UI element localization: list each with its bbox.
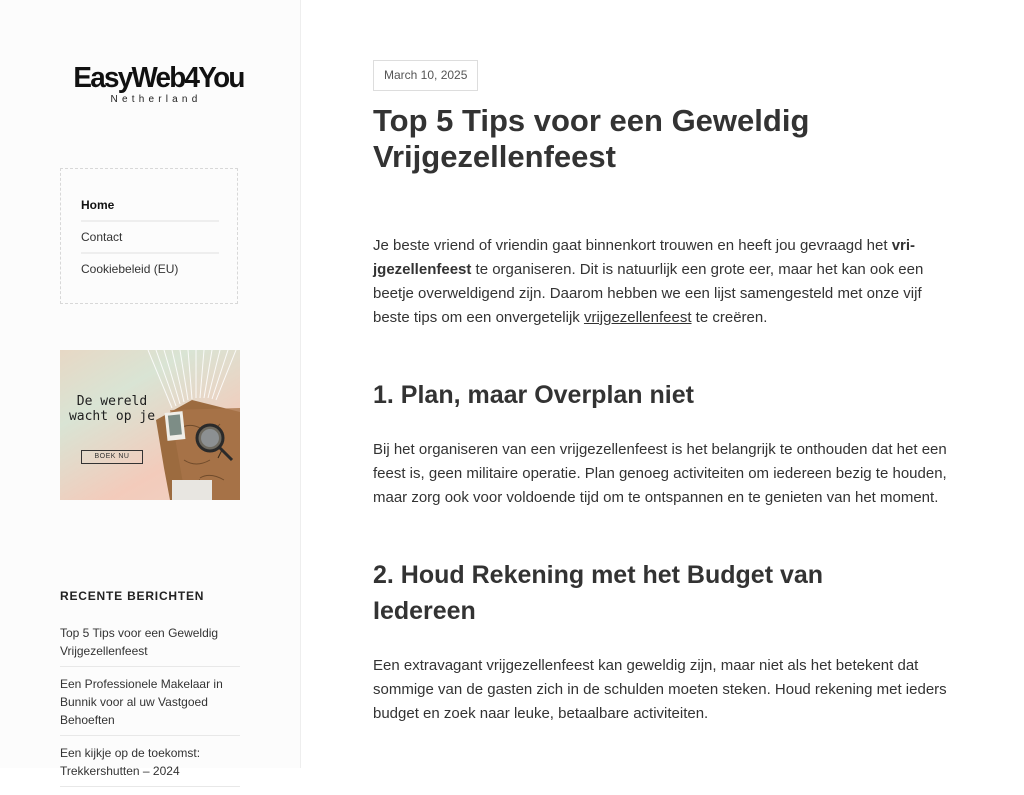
- section-body-2: Een extravagant vrijgezellenfeest kan geweldig zijn, maar niet als het betekent dat sommige van de gasten zich in de schulden moeten steken. Houd rekening met ieders budget en zoek naar leuke, betaalbare activiteiten.: [373, 657, 947, 722]
- recent-post-link[interactable]: Top 5 Tips voor een Geweldig Vrijgezellenfeest: [60, 624, 240, 667]
- vrijgezellenfeest-link[interactable]: vrijgezellenfeest: [583, 309, 692, 326]
- sidebar: [0, 0, 301, 778]
- recent-posts-list: [60, 624, 240, 795]
- logo-subtitle: Netherland: [110, 94, 202, 105]
- intro-text: Je beste vriend of vriendin gaat binnenkort trouwen en heeft jou gevraagd het: [373, 237, 892, 254]
- recent-post-link[interactable]: Een Professionele Makelaar in Bunnik voor al uw Vastgoed Behoeften: [60, 675, 240, 736]
- banner-headline: [66, 394, 158, 424]
- intro-text: te creëren.: [691, 309, 768, 326]
- site-logo[interactable]: [70, 62, 244, 106]
- intro-text: te organiseren. Dit is natuurlijk een grote eer, maar het kan ook een beetje overweldigend zijn. Daarom hebben we een lijst samengesteld met onze vijf beste tips om een onvergetelijk: [373, 261, 924, 326]
- post-date[interactable]: March 10, 2025: [373, 60, 478, 91]
- nav-item-contact[interactable]: Contact: [81, 230, 123, 244]
- nav-item-home[interactable]: Home: [81, 198, 115, 212]
- intro-bold-keyword: vri-jgezellenfeest: [373, 237, 916, 278]
- section-body-1: Bij het organiseren van een vrijgezellenfeest is het belangrijk te onthouden dat het een feest is, geen militaire operatie. Plan genoeg activiteiten om iedereen bezig te houden, maar zorg ook voor voldoende tijd om te ontspannen en te genieten van het moment.: [373, 441, 947, 506]
- travel-banner-ad[interactable]: [60, 350, 240, 500]
- banner-headline-line1: De wereld: [76, 394, 148, 409]
- post-title: Top 5 Tips voor een Geweldig Vrijgezellenfeest: [373, 103, 810, 174]
- intro-paragraph: [373, 234, 951, 330]
- recent-post-link[interactable]: Een kijkje op de toekomst: Trekkershutten – 2024: [60, 744, 240, 787]
- banner-headline-line2: wacht op je: [68, 409, 156, 424]
- section-heading-2: 2. Houd Rekening met het Budget van Iedereen: [373, 561, 824, 625]
- section-heading-1: 1. Plan, maar Overplan niet: [373, 381, 694, 409]
- nav-item-cookiebeleid[interactable]: Cookiebeleid (EU): [81, 262, 179, 276]
- logo-wordmark: EasyWeb4You: [73, 62, 244, 94]
- book-now-button[interactable]: BOEK NU: [81, 450, 143, 464]
- main-navigation: [60, 168, 238, 304]
- recent-posts-heading: RECENTE BERICHTEN: [60, 589, 205, 603]
- map-illustration: [60, 350, 240, 500]
